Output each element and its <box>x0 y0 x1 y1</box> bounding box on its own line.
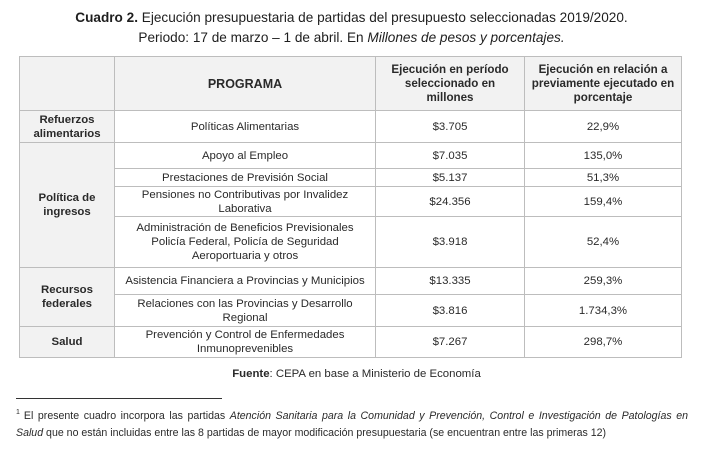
programa-cell: Asistencia Financiera a Provincias y Municipios <box>115 268 376 295</box>
footnote-marker: 1 <box>16 409 20 416</box>
footnote-separator <box>16 398 222 399</box>
header-ejecucion: Ejecución en período seleccionado en millones <box>376 57 525 111</box>
footnote-text-1: El presente cuadro incorpora las partidas <box>23 410 230 422</box>
footnote-italic: Atención Sanitaria para la Comunidad y Prevención, Control e Investigación de Patologías en Salud <box>16 410 689 439</box>
footnote <box>16 405 688 441</box>
budget-table <box>19 56 682 358</box>
millones-cell: $5.137 <box>376 169 525 187</box>
programa-cell: Prestaciones de Previsión Social <box>115 169 376 187</box>
table-caption-line-2 <box>0 29 703 47</box>
porcentaje-cell: 52,4% <box>525 217 682 268</box>
porcentaje-cell: 51,3% <box>525 169 682 187</box>
table-row <box>20 111 682 143</box>
millones-cell: $13.335 <box>376 268 525 295</box>
programa-cell: Administración de Beneficios Previsionales Policía Federal, Policía de Seguridad Aeroportuaria y otros <box>115 217 376 268</box>
porcentaje-cell: 22,9% <box>525 111 682 143</box>
table-row <box>20 143 682 169</box>
programa-cell: Prevención y Control de Enfermedades Inmunoprevenibles <box>115 327 376 358</box>
table-row <box>20 327 682 358</box>
programa-cell: Políticas Alimentarias <box>115 111 376 143</box>
table-row <box>20 187 682 217</box>
source-text: : CEPA en base a Ministerio de Economía <box>269 368 481 380</box>
programa-cell: Relaciones con las Provincias y Desarrollo Regional <box>115 295 376 327</box>
millones-cell: $7.267 <box>376 327 525 358</box>
porcentaje-cell: 1.734,3% <box>525 295 682 327</box>
porcentaje-cell: 135,0% <box>525 143 682 169</box>
millones-cell: $24.356 <box>376 187 525 217</box>
source-note <box>0 368 703 380</box>
table-row <box>20 169 682 187</box>
footnote-text-2: que no están incluidas entre las 8 partidas de mayor modificación presupuestaria (se encuentran entre las primeras 12) <box>43 426 607 439</box>
millones-cell: $3.705 <box>376 111 525 143</box>
porcentaje-cell: 298,7% <box>525 327 682 358</box>
porcentaje-cell: 159,4% <box>525 187 682 217</box>
header-programa: PROGRAMA <box>115 57 376 111</box>
millones-cell: $3.816 <box>376 295 525 327</box>
caption-period: Periodo: 17 de marzo – 1 de abril. En <box>138 30 368 45</box>
millones-cell: $7.035 <box>376 143 525 169</box>
table-row <box>20 268 682 295</box>
header-relacion: Ejecución en relación a previamente ejecutado en porcentaje <box>525 57 682 111</box>
header-row <box>20 57 682 111</box>
programa-cell: Pensiones no Contributivas por Invalidez Laborativa <box>115 187 376 217</box>
group-politica: Política de ingresos <box>20 143 115 268</box>
group-recursos: Recursos federales <box>20 268 115 327</box>
caption-title: Ejecución presupuestaria de partidas del presupuesto seleccionadas 2019/2020. <box>137 10 628 25</box>
group-refuerzos: Refuerzos alimentarios <box>20 111 115 143</box>
table-caption-line-1 <box>0 9 703 27</box>
table-row <box>20 295 682 327</box>
table-row <box>20 217 682 268</box>
caption-units: Millones de pesos y porcentajes. <box>367 30 565 45</box>
millones-cell: $3.918 <box>376 217 525 268</box>
porcentaje-cell: 259,3% <box>525 268 682 295</box>
caption-label: Cuadro 2. <box>75 10 138 25</box>
source-label: Fuente <box>232 368 270 380</box>
programa-cell: Apoyo al Empleo <box>115 143 376 169</box>
header-group <box>20 57 115 111</box>
group-salud: Salud <box>20 327 115 358</box>
